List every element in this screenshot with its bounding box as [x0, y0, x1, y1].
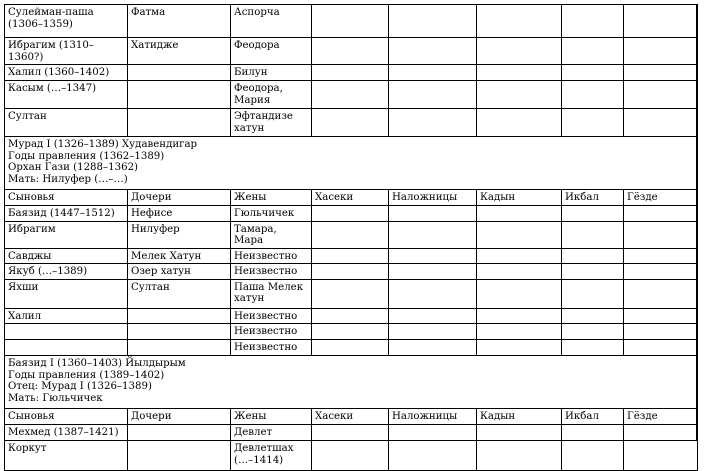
- ikbal-cell: [562, 308, 624, 324]
- son-cell: [5, 324, 128, 340]
- genealogy-table-sheet: [4, 4, 697, 466]
- haseki-cell: [312, 109, 389, 137]
- gozde-cell: [624, 264, 698, 280]
- table-row: [5, 308, 698, 324]
- son-cell: Касым (…–1347): [5, 81, 128, 109]
- son-cell: [5, 340, 128, 356]
- table-row: [5, 248, 698, 264]
- table-row: [5, 425, 698, 441]
- reign-years: Годы правления (1362–1389): [8, 150, 165, 162]
- haseki-cell: [312, 441, 389, 471]
- gozde-cell: [624, 340, 698, 356]
- gozde-cell: [624, 279, 698, 308]
- gozde-cell: [624, 81, 698, 109]
- daughter-cell: Хатидже: [128, 38, 231, 65]
- table-row: [5, 38, 698, 65]
- daughter-cell: [128, 308, 231, 324]
- concubine-cell: [389, 205, 477, 221]
- ikbal-cell: [562, 425, 624, 441]
- wife-cell: Феодора, Мария: [231, 81, 312, 109]
- kadin-cell: [477, 425, 562, 441]
- son-cell: Баязид (1447–1512): [5, 205, 128, 221]
- header-sons: Сыновья: [5, 190, 128, 206]
- haseki-cell: [312, 248, 389, 264]
- sultan-info-bayezid: [5, 356, 698, 409]
- wife-cell: Феодора: [231, 38, 312, 65]
- haseki-cell: [312, 264, 389, 280]
- sultan-info-row: [5, 137, 698, 190]
- kadin-cell: [477, 205, 562, 221]
- header-sons: Сыновья: [5, 409, 128, 425]
- son-cell: Ибрагим: [5, 221, 128, 248]
- haseki-cell: [312, 5, 389, 38]
- gozde-cell: [624, 425, 698, 441]
- son-cell: Коркут: [5, 441, 128, 471]
- kadin-cell: [477, 324, 562, 340]
- gozde-cell: [624, 248, 698, 264]
- concubine-cell: [389, 324, 477, 340]
- header-kadin: Кадын: [477, 190, 562, 206]
- header-ikbal: Икбал: [562, 190, 624, 206]
- kadin-cell: [477, 248, 562, 264]
- gozde-cell: [624, 441, 698, 471]
- gozde-cell: [624, 38, 698, 65]
- kadin-cell: [477, 340, 562, 356]
- header-haseki: Хасеки: [312, 409, 389, 425]
- table-row: [5, 279, 698, 308]
- ikbal-cell: [562, 441, 624, 471]
- haseki-cell: [312, 205, 389, 221]
- table-row: [5, 340, 698, 356]
- gozde-cell: [624, 221, 698, 248]
- mother: Мать: Гюльчичек: [8, 392, 103, 404]
- concubine-cell: [389, 81, 477, 109]
- ikbal-cell: [562, 109, 624, 137]
- header-concubines: Наложницы: [389, 190, 477, 206]
- father: Орхан Гази (1288–1362): [8, 162, 139, 173]
- daughter-cell: Мелек Хатун: [128, 248, 231, 264]
- daughter-cell: [128, 65, 231, 81]
- haseki-cell: [312, 308, 389, 324]
- header-gozde: Гёзде: [624, 409, 698, 425]
- wife-cell: Неизвестно: [231, 264, 312, 280]
- concubine-cell: [389, 65, 477, 81]
- son-cell: Султан: [5, 109, 128, 137]
- sultan-name: Мурад I (1326–1389) Худавендигар: [8, 139, 198, 150]
- daughter-cell: [128, 109, 231, 137]
- header-row: [5, 190, 698, 206]
- wife-cell: Эфтандизе хатун: [231, 109, 312, 137]
- sultan-info-murad: [5, 137, 698, 190]
- header-ikbal: Икбал: [562, 409, 624, 425]
- header-kadin: Кадын: [477, 409, 562, 425]
- haseki-cell: [312, 38, 389, 65]
- concubine-cell: [389, 441, 477, 471]
- son-cell: Мехмед (1387–1421): [5, 425, 128, 441]
- ikbal-cell: [562, 340, 624, 356]
- haseki-cell: [312, 65, 389, 81]
- ikbal-cell: [562, 248, 624, 264]
- daughter-cell: Фатма: [128, 5, 231, 38]
- header-daughters: Дочери: [128, 409, 231, 425]
- daughter-cell: [128, 340, 231, 356]
- gozde-cell: [624, 109, 698, 137]
- kadin-cell: [477, 308, 562, 324]
- kadin-cell: [477, 264, 562, 280]
- table-row: [5, 264, 698, 280]
- ikbal-cell: [562, 324, 624, 340]
- gozde-cell: [624, 65, 698, 81]
- table-row: [5, 205, 698, 221]
- concubine-cell: [389, 38, 477, 65]
- genealogy-table: [4, 4, 698, 471]
- son-cell: Сулейман-паша (1306–1359): [5, 5, 128, 38]
- concubine-cell: [389, 425, 477, 441]
- table-row: [5, 109, 698, 137]
- haseki-cell: [312, 324, 389, 340]
- kadin-cell: [477, 279, 562, 308]
- wife-cell: Неизвестно: [231, 340, 312, 356]
- header-gozde: Гёзде: [624, 190, 698, 206]
- wife-cell: Паша Мелек хатун: [231, 279, 312, 308]
- header-wives: Жены: [231, 409, 312, 425]
- reign-years: Годы правления (1389–1402): [8, 369, 165, 381]
- ikbal-cell: [562, 65, 624, 81]
- gozde-cell: [624, 324, 698, 340]
- ikbal-cell: [562, 264, 624, 280]
- kadin-cell: [477, 5, 562, 38]
- gozde-cell: [624, 5, 698, 38]
- daughter-cell: Султан: [128, 279, 231, 308]
- header-wives: Жены: [231, 190, 312, 206]
- table-row: [5, 65, 698, 81]
- table-row: [5, 324, 698, 340]
- concubine-cell: [389, 248, 477, 264]
- kadin-cell: [477, 221, 562, 248]
- ikbal-cell: [562, 279, 624, 308]
- concubine-cell: [389, 308, 477, 324]
- wife-cell: Гюльчичек: [231, 205, 312, 221]
- wife-cell: Неизвестно: [231, 308, 312, 324]
- haseki-cell: [312, 279, 389, 308]
- daughter-cell: [128, 324, 231, 340]
- kadin-cell: [477, 109, 562, 137]
- kadin-cell: [477, 81, 562, 109]
- haseki-cell: [312, 425, 389, 441]
- daughter-cell: Нефисе: [128, 205, 231, 221]
- haseki-cell: [312, 221, 389, 248]
- daughter-cell: [128, 425, 231, 441]
- daughter-cell: Озер хатун: [128, 264, 231, 280]
- wife-cell: Девлет: [231, 425, 312, 441]
- mother: Мать: Нилуфер (…–…): [8, 173, 128, 185]
- wife-cell: Неизвестно: [231, 324, 312, 340]
- wife-cell: Аспорча: [231, 5, 312, 38]
- sultan-info-row: [5, 356, 698, 409]
- son-cell: Халил: [5, 308, 128, 324]
- wife-cell: Тамара, Мара: [231, 221, 312, 248]
- ikbal-cell: [562, 221, 624, 248]
- sultan-name: Баязид I (1360–1403) Йылдырым: [8, 358, 186, 369]
- concubine-cell: [389, 340, 477, 356]
- kadin-cell: [477, 38, 562, 65]
- son-cell: Савджы: [5, 248, 128, 264]
- wife-cell: Девлетшах (…–1414): [231, 441, 312, 471]
- haseki-cell: [312, 81, 389, 109]
- gozde-cell: [624, 308, 698, 324]
- concubine-cell: [389, 264, 477, 280]
- son-cell: Якуб (…–1389): [5, 264, 128, 280]
- ikbal-cell: [562, 5, 624, 38]
- ikbal-cell: [562, 81, 624, 109]
- father: Отец: Мурад I (1326–1389): [8, 381, 152, 392]
- table-row: [5, 5, 698, 38]
- ikbal-cell: [562, 205, 624, 221]
- gozde-cell: [624, 205, 698, 221]
- header-concubines: Наложницы: [389, 409, 477, 425]
- wife-cell: Билун: [231, 65, 312, 81]
- ikbal-cell: [562, 38, 624, 65]
- daughter-cell: [128, 441, 231, 471]
- wife-cell: Неизвестно: [231, 248, 312, 264]
- kadin-cell: [477, 65, 562, 81]
- daughter-cell: Нилуфер: [128, 221, 231, 248]
- son-cell: Яхши: [5, 279, 128, 308]
- haseki-cell: [312, 340, 389, 356]
- table-row: [5, 221, 698, 248]
- kadin-cell: [477, 441, 562, 471]
- son-cell: Халил (1360–1402): [5, 65, 128, 81]
- header-haseki: Хасеки: [312, 190, 389, 206]
- concubine-cell: [389, 279, 477, 308]
- table-row: [5, 81, 698, 109]
- concubine-cell: [389, 5, 477, 38]
- header-daughters: Дочери: [128, 190, 231, 206]
- table-row: [5, 441, 698, 471]
- header-row: [5, 409, 698, 425]
- concubine-cell: [389, 221, 477, 248]
- son-cell: Ибрагим (1310–1360?): [5, 38, 128, 65]
- daughter-cell: [128, 81, 231, 109]
- concubine-cell: [389, 109, 477, 137]
